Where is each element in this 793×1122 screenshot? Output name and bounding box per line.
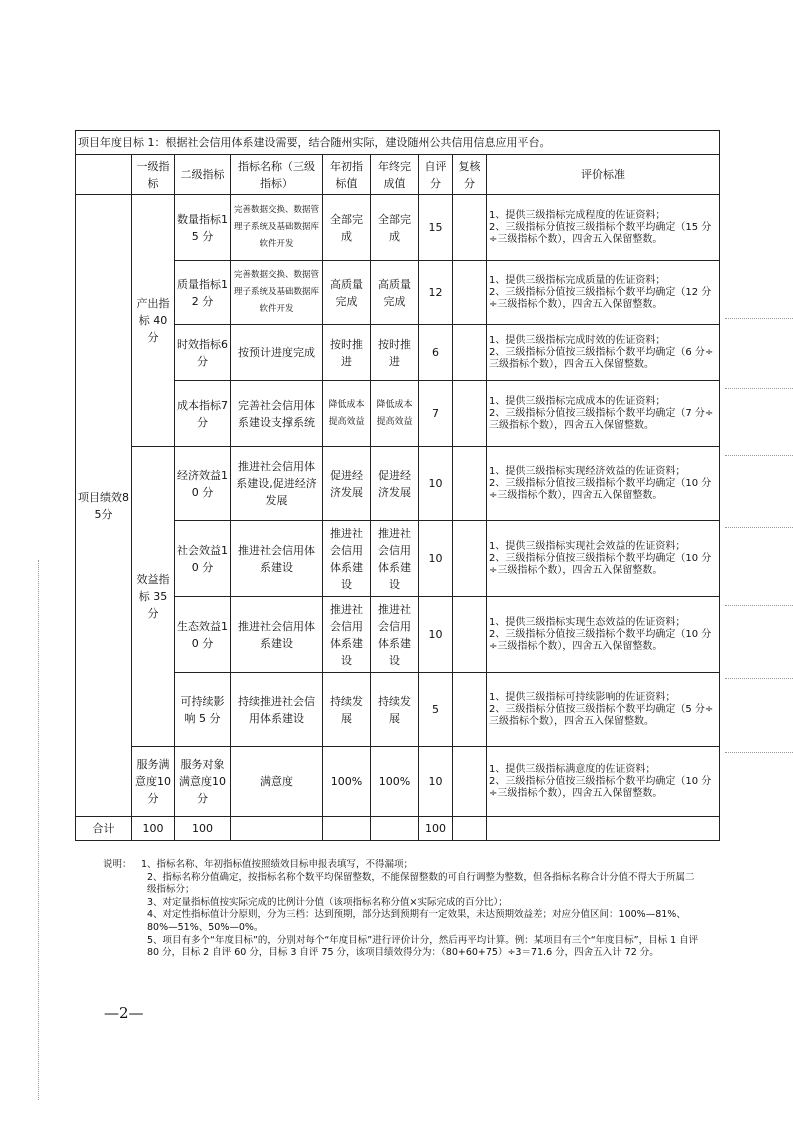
initial-cell: 推进社会信用体系建设 — [323, 521, 371, 597]
criteria-line: 2、三级指标分值按三级指标个数平均确定（15 分÷三级指标个数），四舍五入保留整数。 — [489, 221, 712, 245]
blank-cell — [371, 817, 419, 841]
criteria-cell — [487, 195, 720, 261]
initial-cell: 高质量完成 — [323, 261, 371, 325]
note-item: 2、指标名称分值确定，按指标名称个数平均保留整数，不能保留整数的可自行调整为整数，但各指标名称合计分值不得大于所属二级指标分； — [147, 871, 695, 896]
header-level3: 指标名称（三级指标） — [231, 155, 323, 195]
note-item: 1、指标名称、年初指标值按照绩效目标申报表填写，不得漏项； — [141, 859, 414, 870]
initial-cell: 持续发展 — [323, 673, 371, 747]
note-item: 5、项目有多个“年度目标”的，分别对每个“年度目标”进行评价计分，然后再平均计算。例：某项目有三个“年度目标”，目标 1 自评 80 分，目标 2 自评 60 分，目标 3 自评 75 分，该项目绩效得分为：（80+60+75）÷3＝71.6 分，四舍五入计 72 分。 — [147, 934, 699, 959]
scan-artifact — [725, 388, 793, 389]
criteria-line: 2、三级指标分值按三级指标个数平均确定（5 分÷三级指标个数），四舍五入保留整数。 — [489, 703, 714, 727]
header-review: 复核分 — [453, 155, 487, 195]
level2-cell: 社会效益10 分 — [175, 521, 231, 597]
criteria-line: 2、三级指标分值按三级指标个数平均确定（10 分÷三级指标个数），四舍五入保留整数。 — [489, 628, 712, 652]
group-service: 服务满意度10 分 — [132, 747, 175, 817]
scan-artifact — [725, 605, 793, 606]
criteria-line: 2、三级指标分值按三级指标个数平均确定（12 分÷三级指标个数），四舍五入保留整数。 — [489, 286, 712, 310]
level3-cell: 推进社会信用体系建设 — [231, 597, 323, 673]
criteria-line: 2、三级指标分值按三级指标个数平均确定（10 分÷三级指标个数），四舍五入保留整数。 — [489, 477, 712, 501]
criteria-line: 1、提供三级指标实现生态效益的佐证资料； — [489, 616, 686, 628]
criteria-line: 1、提供三级指标实现社会效益的佐证资料； — [489, 540, 686, 552]
criteria-line: 2、三级指标分值按三级指标个数平均确定（10 分÷三级指标个数），四舍五入保留整数。 — [489, 775, 712, 799]
level2-cell: 经济效益10 分 — [175, 447, 231, 521]
review-cell — [453, 597, 487, 673]
self-score-cell: 7 — [419, 381, 453, 447]
criteria-cell — [487, 447, 720, 521]
scan-artifact — [725, 455, 793, 456]
total-self: 100 — [419, 817, 453, 841]
criteria-line: 1、提供三级指标完成程度的佐证资料； — [489, 209, 666, 221]
notes-label: 说明： — [103, 859, 132, 870]
self-score-cell: 10 — [419, 747, 453, 817]
header-self: 自评分 — [419, 155, 453, 195]
group-benefit: 效益指标 35 分 — [132, 447, 175, 747]
level2-cell: 生态效益10 分 — [175, 597, 231, 673]
level3-cell: 完善数据交换、数据管理子系统及基础数据库软件开发 — [231, 195, 323, 261]
notes-section — [103, 859, 703, 960]
note-item: 4、对定性指标值计分原则，分为三档：达到预期，部分达到预期有一定效果，未达预期效益差；对应分值区间：100%—81%、80%—51%、50%—0%。 — [147, 909, 686, 933]
level2-cell: 可持续影响 5 分 — [175, 673, 231, 747]
review-cell — [453, 521, 487, 597]
review-cell — [453, 381, 487, 447]
final-cell: 推进社会信用体系建设 — [371, 597, 419, 673]
blank-cell — [323, 817, 371, 841]
annual-goal: 项目年度目标 1：根据社会信用体系建设需要，结合随州实际，建设随州公共信用信息应用平台。 — [76, 131, 720, 155]
criteria-line: 1、提供三级指标实现经济效益的佐证资料； — [489, 465, 686, 477]
scan-artifact — [725, 527, 793, 528]
total-level2: 100 — [175, 817, 231, 841]
scan-artifact — [725, 318, 793, 319]
group-output: 产出指标 40 分 — [132, 195, 175, 447]
level3-cell: 满意度 — [231, 747, 323, 817]
review-cell — [453, 325, 487, 381]
self-score-cell: 10 — [419, 447, 453, 521]
criteria-cell — [487, 261, 720, 325]
total-level1: 100 — [132, 817, 175, 841]
self-score-cell: 5 — [419, 673, 453, 747]
initial-cell: 全部完成 — [323, 195, 371, 261]
initial-cell: 降低成本提高效益 — [323, 381, 371, 447]
level2-cell: 质量指标12 分 — [175, 261, 231, 325]
blank-header — [76, 155, 132, 195]
review-cell — [453, 747, 487, 817]
total-label: 合计 — [76, 817, 132, 841]
criteria-cell — [487, 521, 720, 597]
criteria-cell — [487, 747, 720, 817]
page-number: —2— — [104, 1004, 144, 1022]
level3-cell: 完善社会信用体系建设支撑系统 — [231, 381, 323, 447]
project-performance: 项目绩效85分 — [76, 195, 132, 817]
level2-cell: 服务对象满意度10 分 — [175, 747, 231, 817]
level3-cell: 按预计进度完成 — [231, 325, 323, 381]
scan-artifact — [38, 560, 39, 1100]
header-level2: 二级指标 — [175, 155, 231, 195]
level2-cell: 成本指标7 分 — [175, 381, 231, 447]
criteria-line: 1、提供三级指标可持续影响的佐证资料； — [489, 691, 676, 703]
criteria-line: 2、三级指标分值按三级指标个数平均确定（7 分÷三级指标个数），四舍五入保留整数。 — [489, 407, 714, 431]
criteria-cell — [487, 381, 720, 447]
header-final: 年终完成值 — [371, 155, 419, 195]
criteria-line: 1、提供三级指标完成成本的佐证资料； — [489, 395, 666, 407]
blank-cell — [453, 817, 487, 841]
note-item: 3、对定量指标值按实际完成的比例计分值（该项指标名称分值×实际完成的百分比）； — [147, 896, 508, 908]
self-score-cell: 10 — [419, 521, 453, 597]
initial-cell: 按时推进 — [323, 325, 371, 381]
header-criteria: 评价标准 — [487, 155, 720, 195]
level3-cell: 持续推进社会信用体系建设 — [231, 673, 323, 747]
final-cell: 降低成本提高效益 — [371, 381, 419, 447]
final-cell: 推进社会信用体系建设 — [371, 521, 419, 597]
blank-cell — [487, 817, 720, 841]
performance-table — [75, 130, 720, 841]
review-cell — [453, 673, 487, 747]
final-cell: 持续发展 — [371, 673, 419, 747]
criteria-line: 1、提供三级指标完成质量的佐证资料； — [489, 274, 666, 286]
header-initial: 年初指标值 — [323, 155, 371, 195]
criteria-cell — [487, 597, 720, 673]
criteria-cell — [487, 673, 720, 747]
self-score-cell: 6 — [419, 325, 453, 381]
level2-cell: 数量指标15 分 — [175, 195, 231, 261]
criteria-cell — [487, 325, 720, 381]
scan-artifact — [725, 752, 793, 753]
final-cell: 100% — [371, 747, 419, 817]
level3-cell: 推进社会信用体系建设,促进经济发展 — [231, 447, 323, 521]
level3-cell: 推进社会信用体系建设 — [231, 521, 323, 597]
criteria-line: 2、三级指标分值按三级指标个数平均确定（6 分÷三级指标个数），四舍五入保留整数。 — [489, 346, 714, 370]
final-cell: 全部完成 — [371, 195, 419, 261]
level3-cell: 完善数据交换、数据管理子系统及基础数据库软件开发 — [231, 261, 323, 325]
header-level1: 一级指标 — [132, 155, 175, 195]
self-score-cell: 12 — [419, 261, 453, 325]
review-cell — [453, 261, 487, 325]
criteria-line: 1、提供三级指标满意度的佐证资料； — [489, 763, 656, 775]
final-cell: 高质量完成 — [371, 261, 419, 325]
review-cell — [453, 447, 487, 521]
final-cell: 按时推进 — [371, 325, 419, 381]
final-cell: 促进经济发展 — [371, 447, 419, 521]
initial-cell: 100% — [323, 747, 371, 817]
level2-cell: 时效指标6 分 — [175, 325, 231, 381]
scan-artifact — [725, 678, 793, 679]
blank-cell — [231, 817, 323, 841]
initial-cell: 推进社会信用体系建设 — [323, 597, 371, 673]
criteria-line: 1、提供三级指标完成时效的佐证资料； — [489, 334, 666, 346]
review-cell — [453, 195, 487, 261]
self-score-cell: 10 — [419, 597, 453, 673]
self-score-cell: 15 — [419, 195, 453, 261]
initial-cell: 促进经济发展 — [323, 447, 371, 521]
criteria-line: 2、三级指标分值按三级指标个数平均确定（10 分÷三级指标个数），四舍五入保留整数。 — [489, 552, 712, 576]
